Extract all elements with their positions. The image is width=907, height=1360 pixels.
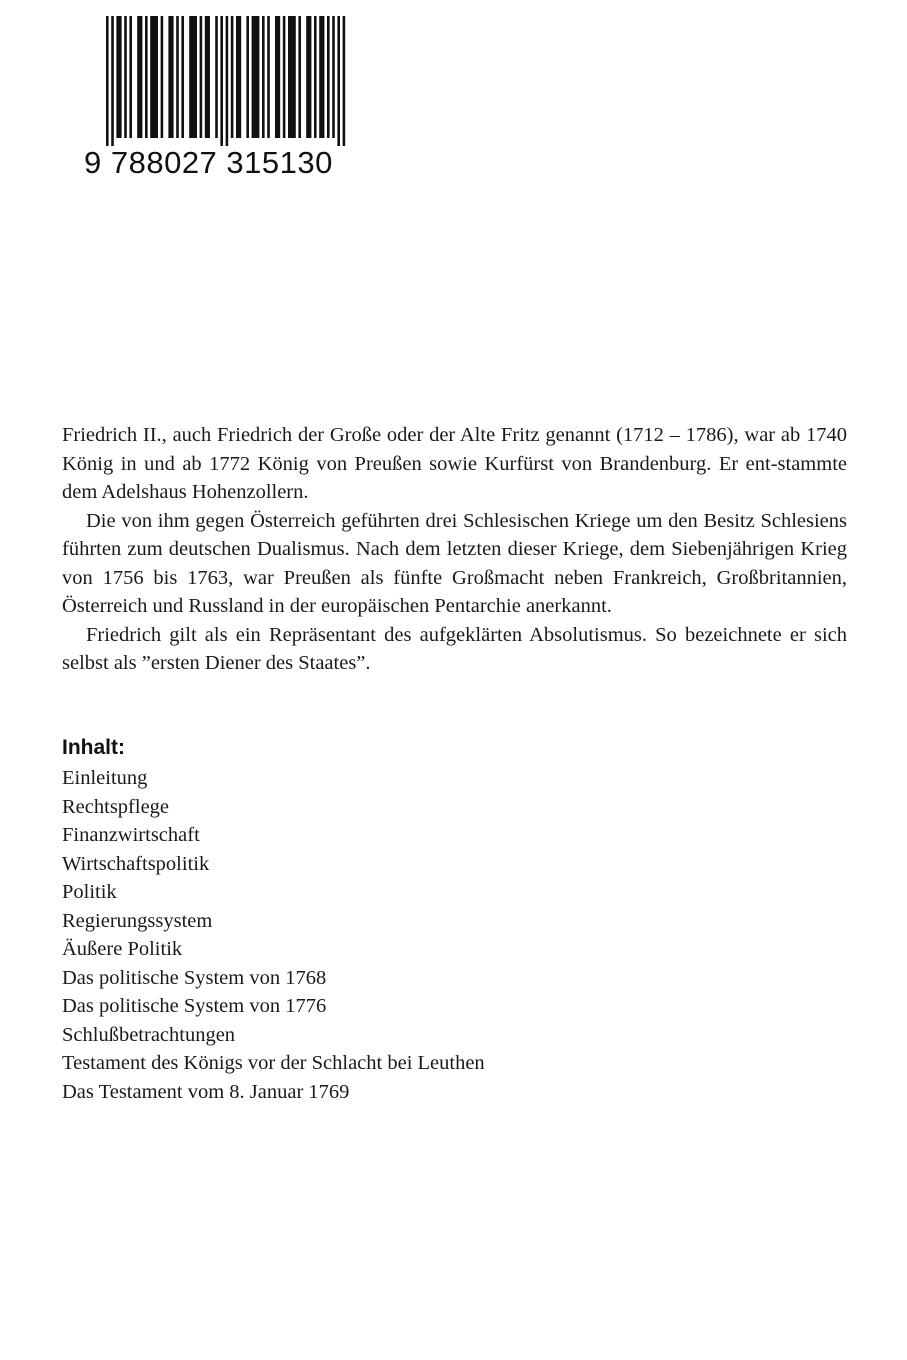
contents-item: Schlußbetrachtungen [62, 1023, 236, 1046]
table-of-contents [62, 734, 762, 1106]
contents-item: Testament des Königs vor der Schlacht bei Leuthen [62, 1052, 485, 1074]
contents-item: Das politische System von 1776 [62, 995, 327, 1017]
contents-list [62, 764, 762, 1106]
contents-item: Rechtspflege [62, 795, 170, 818]
barcode-bars [106, 16, 346, 146]
contents-item: Politik [62, 881, 117, 903]
contents-item: Das politische System von 1768 [62, 966, 327, 989]
description-paragraph: Friedrich II., auch Friedrich der Große oder der Alte Fritz genannt (1712 – 1786), war ab 1740 König in und ab 1772 König von Preußen sowie Kurfürst von Brandenburg. Er ent-stammte dem Adelshaus Hohenzollern. [62, 424, 847, 503]
contents-heading: Inhalt: [62, 736, 125, 759]
contents-item: Finanzwirtschaft [62, 824, 200, 846]
contents-item: Das Testament vom 8. Januar 1769 [62, 1080, 350, 1103]
book-description [62, 421, 847, 678]
isbn-barcode [84, 16, 346, 180]
contents-item: Äußere Politik [62, 938, 183, 960]
isbn-number: 9 788027 315130 [84, 145, 333, 180]
contents-item: Wirtschaftspolitik [62, 852, 210, 875]
description-paragraph: Friedrich gilt als ein Repräsentant des aufgeklärten Absolutismus. So bezeichnete er sich selbst als ”ersten Diener des Staates”. [62, 623, 847, 674]
contents-item: Einleitung [62, 767, 148, 789]
description-paragraph: Die von ihm gegen Österreich geführten drei Schlesischen Kriege um den Besitz Schlesiens führten zum deutschen Dualismus. Nach dem letzten dieser Kriege, dem Siebenjährigen Krieg von 1756 bis 1763, war Preußen als fünfte Großmacht neben Frankreich, Großbritannien, Österreich und Russland in der europäischen Pentarchie anerkannt. [62, 509, 847, 617]
contents-item: Regierungssystem [62, 909, 213, 932]
